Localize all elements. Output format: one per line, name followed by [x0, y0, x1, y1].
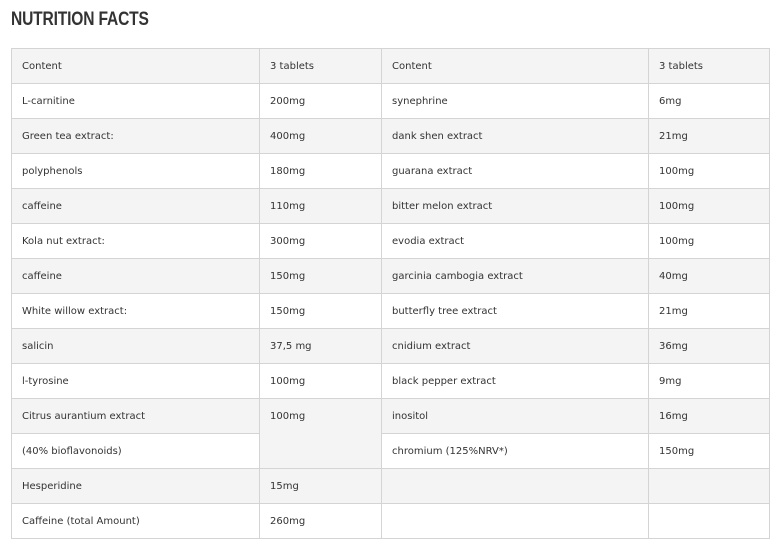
ingredient-amount: 300mg: [260, 224, 382, 259]
ingredient-name: caffeine: [12, 189, 260, 224]
table-row: [12, 399, 770, 434]
empty-cell: [649, 504, 770, 539]
ingredient-amount: 100mg: [649, 154, 770, 189]
header-amount-left: 3 tablets: [260, 49, 382, 84]
ingredient-name: chromium (125%NRV*): [382, 434, 649, 469]
ingredient-amount: 40mg: [649, 259, 770, 294]
ingredient-name: bitter melon extract: [382, 189, 649, 224]
table-row: [12, 469, 770, 504]
empty-cell: [382, 504, 649, 539]
ingredient-name: synephrine: [382, 84, 649, 119]
ingredient-name: Green tea extract:: [12, 119, 260, 154]
ingredient-amount: 100mg: [260, 399, 382, 469]
table-row: [12, 189, 770, 224]
ingredient-amount: 36mg: [649, 329, 770, 364]
ingredient-name: garcinia cambogia extract: [382, 259, 649, 294]
ingredient-name: L-carnitine: [12, 84, 260, 119]
ingredient-name: butterfly tree extract: [382, 294, 649, 329]
ingredient-amount: 180mg: [260, 154, 382, 189]
ingredient-amount: 400mg: [260, 119, 382, 154]
table-row: [12, 364, 770, 399]
ingredient-name: Kola nut extract:: [12, 224, 260, 259]
table-row: [12, 294, 770, 329]
header-content-right: Content: [382, 49, 649, 84]
page-title: NUTRITION FACTS: [11, 9, 149, 30]
ingredient-amount: 21mg: [649, 119, 770, 154]
ingredient-name: Citrus aurantium extract: [12, 399, 260, 434]
ingredient-name: polyphenols: [12, 154, 260, 189]
table-row: [12, 154, 770, 189]
ingredient-name: caffeine: [12, 259, 260, 294]
table-header-row: [12, 49, 770, 84]
ingredient-amount: 6mg: [649, 84, 770, 119]
ingredient-name: black pepper extract: [382, 364, 649, 399]
nutrition-table: [11, 48, 770, 539]
ingredient-amount: 100mg: [649, 189, 770, 224]
ingredient-amount: 150mg: [260, 259, 382, 294]
ingredient-amount: 260mg: [260, 504, 382, 539]
ingredient-name: l-tyrosine: [12, 364, 260, 399]
ingredient-name: White willow extract:: [12, 294, 260, 329]
ingredient-amount: 100mg: [649, 224, 770, 259]
header-content-left: Content: [12, 49, 260, 84]
ingredient-amount: 9mg: [649, 364, 770, 399]
ingredient-name: Caffeine (total Amount): [12, 504, 260, 539]
ingredient-amount: 21mg: [649, 294, 770, 329]
ingredient-name: guarana extract: [382, 154, 649, 189]
table-row: [12, 329, 770, 364]
ingredient-amount: 100mg: [260, 364, 382, 399]
table-row: [12, 224, 770, 259]
ingredient-amount: 15mg: [260, 469, 382, 504]
table-row: [12, 259, 770, 294]
table-row: [12, 84, 770, 119]
ingredient-amount: 37,5 mg: [260, 329, 382, 364]
ingredient-amount: 110mg: [260, 189, 382, 224]
ingredient-name: salicin: [12, 329, 260, 364]
ingredient-amount: 150mg: [649, 434, 770, 469]
ingredient-amount: 16mg: [649, 399, 770, 434]
table-row: [12, 504, 770, 539]
ingredient-name: dank shen extract: [382, 119, 649, 154]
empty-cell: [382, 469, 649, 504]
ingredient-amount: 200mg: [260, 84, 382, 119]
table-row: [12, 434, 770, 469]
header-amount-right: 3 tablets: [649, 49, 770, 84]
ingredient-name: Hesperidine: [12, 469, 260, 504]
ingredient-name: evodia extract: [382, 224, 649, 259]
table-row: [12, 119, 770, 154]
ingredient-name: inositol: [382, 399, 649, 434]
empty-cell: [649, 469, 770, 504]
ingredient-name: cnidium extract: [382, 329, 649, 364]
ingredient-name: (40% bioflavonoids): [12, 434, 260, 469]
ingredient-amount: 150mg: [260, 294, 382, 329]
